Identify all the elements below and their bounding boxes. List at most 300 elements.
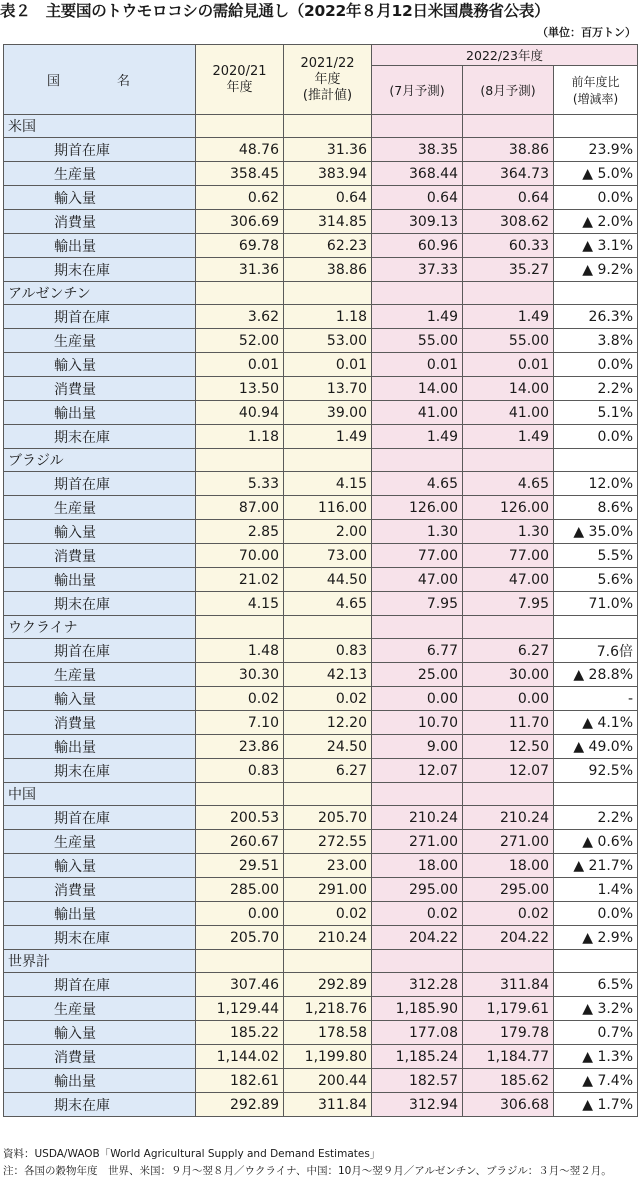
value-august-forecast: 306.68 <box>463 1093 554 1117</box>
value-2021-22: 1.18 <box>284 305 372 329</box>
value-2020-21: 87.00 <box>196 496 284 520</box>
row-label: 輸出量 <box>4 902 196 926</box>
table-row <box>4 711 638 735</box>
value-2021-22: 6.27 <box>284 759 372 783</box>
value-july-forecast: 177.08 <box>372 1021 463 1045</box>
value-july-forecast: 204.22 <box>372 926 463 950</box>
value-2021-22: 53.00 <box>284 329 372 353</box>
value-2020-21: 307.46 <box>196 973 284 997</box>
row-label: 消費量 <box>4 210 196 234</box>
table-row <box>4 234 638 258</box>
row-label: 消費量 <box>4 544 196 568</box>
row-label: 輸入量 <box>4 687 196 711</box>
value-july-forecast: 312.28 <box>372 973 463 997</box>
header-2021-22-line1: 2021/22 <box>300 55 355 71</box>
value-yoy-change: 0.7% <box>554 1021 638 1045</box>
value-july-forecast: 9.00 <box>372 735 463 759</box>
row-label: 期首在庫 <box>4 138 196 162</box>
value-yoy-change: - <box>554 687 638 711</box>
value-august-forecast: 0.02 <box>463 902 554 926</box>
value-2020-21: 21.02 <box>196 568 284 592</box>
value-august-forecast: 210.24 <box>463 806 554 830</box>
value-july-forecast: 368.44 <box>372 162 463 186</box>
country-name: 米国 <box>4 115 196 138</box>
value-july-forecast: 41.00 <box>372 401 463 425</box>
value-july-forecast: 210.24 <box>372 806 463 830</box>
value-2020-21: 2.85 <box>196 520 284 544</box>
country-name: 世界計 <box>4 950 196 973</box>
country-row-spacer <box>463 950 554 973</box>
header-2021-22-line2: 年度 <box>314 71 341 87</box>
country-row-spacer <box>372 449 463 472</box>
value-yoy-change: ▲ 7.4% <box>554 1069 638 1093</box>
country-row-spacer <box>554 115 638 138</box>
value-yoy-change: 12.0% <box>554 472 638 496</box>
value-july-forecast: 14.00 <box>372 377 463 401</box>
table-row <box>4 544 638 568</box>
value-2020-21: 0.83 <box>196 759 284 783</box>
table-row <box>4 973 638 997</box>
value-yoy-change: 8.6% <box>554 496 638 520</box>
country-row-spacer <box>463 282 554 305</box>
country-row-spacer <box>463 115 554 138</box>
value-2020-21: 70.00 <box>196 544 284 568</box>
table-row <box>4 663 638 687</box>
row-label: 生産量 <box>4 329 196 353</box>
table-row <box>4 854 638 878</box>
row-label: 輸入量 <box>4 854 196 878</box>
value-2020-21: 0.02 <box>196 687 284 711</box>
value-august-forecast: 47.00 <box>463 568 554 592</box>
table-row <box>4 401 638 425</box>
value-july-forecast: 37.33 <box>372 258 463 282</box>
country-row-spacer <box>284 449 372 472</box>
value-yoy-change: 0.0% <box>554 186 638 210</box>
country-row-spacer <box>463 616 554 639</box>
value-august-forecast: 271.00 <box>463 830 554 854</box>
table-row <box>4 759 638 783</box>
table-row <box>4 138 638 162</box>
value-2020-21: 285.00 <box>196 878 284 902</box>
value-yoy-change: 71.0% <box>554 592 638 616</box>
country-row <box>4 616 638 639</box>
value-yoy-change: ▲ 3.2% <box>554 997 638 1021</box>
value-yoy-change: 5.5% <box>554 544 638 568</box>
value-yoy-change: 92.5% <box>554 759 638 783</box>
value-2021-22: 0.01 <box>284 353 372 377</box>
header-2021-22-line3: (推計値) <box>302 87 353 103</box>
row-label: 期首在庫 <box>4 472 196 496</box>
supply-demand-table <box>3 44 638 1117</box>
value-july-forecast: 271.00 <box>372 830 463 854</box>
value-july-forecast: 0.01 <box>372 353 463 377</box>
value-2020-21: 358.45 <box>196 162 284 186</box>
value-2021-22: 1,218.76 <box>284 997 372 1021</box>
value-july-forecast: 7.95 <box>372 592 463 616</box>
value-july-forecast: 38.35 <box>372 138 463 162</box>
row-label: 生産量 <box>4 997 196 1021</box>
table-row <box>4 997 638 1021</box>
value-2021-22: 44.50 <box>284 568 372 592</box>
table-row <box>4 1045 638 1069</box>
value-2020-21: 205.70 <box>196 926 284 950</box>
value-2021-22: 12.20 <box>284 711 372 735</box>
table-row <box>4 472 638 496</box>
value-july-forecast: 1.30 <box>372 520 463 544</box>
value-2021-22: 31.36 <box>284 138 372 162</box>
value-august-forecast: 1.30 <box>463 520 554 544</box>
row-label: 期首在庫 <box>4 806 196 830</box>
row-label: 生産量 <box>4 830 196 854</box>
country-row-spacer <box>554 282 638 305</box>
table-row <box>4 926 638 950</box>
value-yoy-change: 7.6倍 <box>554 639 638 663</box>
value-2020-21: 48.76 <box>196 138 284 162</box>
country-row-spacer <box>196 449 284 472</box>
table-row <box>4 520 638 544</box>
table-row <box>4 186 638 210</box>
value-august-forecast: 12.07 <box>463 759 554 783</box>
value-august-forecast: 38.86 <box>463 138 554 162</box>
value-2020-21: 0.01 <box>196 353 284 377</box>
value-yoy-change: 23.9% <box>554 138 638 162</box>
table-row <box>4 687 638 711</box>
row-label: 消費量 <box>4 711 196 735</box>
value-2020-21: 7.10 <box>196 711 284 735</box>
value-yoy-change: ▲ 2.9% <box>554 926 638 950</box>
value-2020-21: 69.78 <box>196 234 284 258</box>
header-2020-21-line1: 2020/21 <box>212 63 267 79</box>
value-2021-22: 1,199.80 <box>284 1045 372 1069</box>
value-yoy-change: ▲ 4.1% <box>554 711 638 735</box>
value-2021-22: 0.02 <box>284 687 372 711</box>
value-yoy-change: 26.3% <box>554 305 638 329</box>
value-july-forecast: 25.00 <box>372 663 463 687</box>
value-2021-22: 314.85 <box>284 210 372 234</box>
value-yoy-change: ▲ 1.3% <box>554 1045 638 1069</box>
value-august-forecast: 12.50 <box>463 735 554 759</box>
country-row-spacer <box>463 783 554 806</box>
value-july-forecast: 60.96 <box>372 234 463 258</box>
value-yoy-change: ▲ 28.8% <box>554 663 638 687</box>
value-yoy-change: ▲ 3.1% <box>554 234 638 258</box>
value-2021-22: 38.86 <box>284 258 372 282</box>
table-row <box>4 639 638 663</box>
country-name: ウクライナ <box>4 616 196 639</box>
value-2021-22: 23.00 <box>284 854 372 878</box>
value-august-forecast: 204.22 <box>463 926 554 950</box>
table-row <box>4 1093 638 1117</box>
source-note: 資料：USDA/WAOB「World Agricultural Supply and Demand Estimates」 <box>3 1148 381 1160</box>
country-row-spacer <box>554 616 638 639</box>
value-2021-22: 0.02 <box>284 902 372 926</box>
value-2021-22: 39.00 <box>284 401 372 425</box>
value-yoy-change: ▲ 21.7% <box>554 854 638 878</box>
value-yoy-change: ▲ 49.0% <box>554 735 638 759</box>
value-2020-21: 5.33 <box>196 472 284 496</box>
row-label: 消費量 <box>4 878 196 902</box>
table-row <box>4 1069 638 1093</box>
value-2020-21: 0.62 <box>196 186 284 210</box>
value-yoy-change: 0.0% <box>554 902 638 926</box>
header-2022-23-group: 2022/23年度 <box>372 45 638 66</box>
value-yoy-change: 2.2% <box>554 806 638 830</box>
value-august-forecast: 185.62 <box>463 1069 554 1093</box>
row-label: 輸出量 <box>4 234 196 258</box>
row-label: 輸出量 <box>4 1069 196 1093</box>
header-2020-21 <box>196 45 284 115</box>
country-row <box>4 282 638 305</box>
value-2020-21: 1,144.02 <box>196 1045 284 1069</box>
header-july-forecast: (7月予測) <box>372 66 463 115</box>
table-row <box>4 162 638 186</box>
value-july-forecast: 0.64 <box>372 186 463 210</box>
value-2021-22: 24.50 <box>284 735 372 759</box>
row-label: 生産量 <box>4 496 196 520</box>
country-row-spacer <box>554 449 638 472</box>
value-august-forecast: 364.73 <box>463 162 554 186</box>
value-july-forecast: 1,185.90 <box>372 997 463 1021</box>
value-2021-22: 42.13 <box>284 663 372 687</box>
value-2021-22: 210.24 <box>284 926 372 950</box>
row-label: 期末在庫 <box>4 258 196 282</box>
table-row <box>4 305 638 329</box>
table-row <box>4 592 638 616</box>
value-july-forecast: 0.00 <box>372 687 463 711</box>
value-2021-22: 4.15 <box>284 472 372 496</box>
value-2020-21: 306.69 <box>196 210 284 234</box>
value-2020-21: 30.30 <box>196 663 284 687</box>
header-2021-22 <box>284 45 372 115</box>
country-name: 中国 <box>4 783 196 806</box>
row-label: 輸出量 <box>4 568 196 592</box>
value-2020-21: 0.00 <box>196 902 284 926</box>
value-august-forecast: 14.00 <box>463 377 554 401</box>
unit-note: （単位：百万トン） <box>537 26 636 39</box>
value-august-forecast: 0.64 <box>463 186 554 210</box>
value-july-forecast: 312.94 <box>372 1093 463 1117</box>
country-row-spacer <box>463 449 554 472</box>
row-label: 期首在庫 <box>4 305 196 329</box>
value-2020-21: 13.50 <box>196 377 284 401</box>
value-august-forecast: 0.00 <box>463 687 554 711</box>
value-yoy-change: 0.0% <box>554 353 638 377</box>
value-july-forecast: 12.07 <box>372 759 463 783</box>
country-row <box>4 783 638 806</box>
country-row-spacer <box>196 115 284 138</box>
value-august-forecast: 6.27 <box>463 639 554 663</box>
value-2020-21: 1.48 <box>196 639 284 663</box>
value-2021-22: 291.00 <box>284 878 372 902</box>
value-yoy-change: 6.5% <box>554 973 638 997</box>
country-name: アルゼンチン <box>4 282 196 305</box>
value-yoy-change: 3.8% <box>554 329 638 353</box>
country-row <box>4 449 638 472</box>
value-2021-22: 2.00 <box>284 520 372 544</box>
row-label: 期末在庫 <box>4 926 196 950</box>
country-row-spacer <box>196 616 284 639</box>
value-yoy-change: 1.4% <box>554 878 638 902</box>
value-yoy-change: 5.6% <box>554 568 638 592</box>
value-2020-21: 292.89 <box>196 1093 284 1117</box>
value-july-forecast: 55.00 <box>372 329 463 353</box>
value-yoy-change: 0.0% <box>554 425 638 449</box>
table-row <box>4 806 638 830</box>
row-label: 輸入量 <box>4 520 196 544</box>
value-2021-22: 1.49 <box>284 425 372 449</box>
value-2021-22: 200.44 <box>284 1069 372 1093</box>
value-july-forecast: 18.00 <box>372 854 463 878</box>
country-row-spacer <box>554 950 638 973</box>
row-label: 期末在庫 <box>4 425 196 449</box>
value-july-forecast: 1.49 <box>372 425 463 449</box>
value-august-forecast: 295.00 <box>463 878 554 902</box>
value-2021-22: 4.65 <box>284 592 372 616</box>
row-label: 生産量 <box>4 162 196 186</box>
value-2021-22: 0.64 <box>284 186 372 210</box>
value-august-forecast: 308.62 <box>463 210 554 234</box>
value-2021-22: 383.94 <box>284 162 372 186</box>
row-label: 輸入量 <box>4 186 196 210</box>
row-label: 消費量 <box>4 1045 196 1069</box>
value-july-forecast: 1.49 <box>372 305 463 329</box>
country-row <box>4 115 638 138</box>
value-2021-22: 205.70 <box>284 806 372 830</box>
value-august-forecast: 1.49 <box>463 425 554 449</box>
row-label: 期首在庫 <box>4 639 196 663</box>
value-august-forecast: 7.95 <box>463 592 554 616</box>
value-july-forecast: 309.13 <box>372 210 463 234</box>
country-row-spacer <box>284 282 372 305</box>
value-august-forecast: 18.00 <box>463 854 554 878</box>
table-row <box>4 210 638 234</box>
value-august-forecast: 126.00 <box>463 496 554 520</box>
country-row <box>4 950 638 973</box>
country-row-spacer <box>372 950 463 973</box>
table-row <box>4 568 638 592</box>
value-august-forecast: 55.00 <box>463 329 554 353</box>
value-2021-22: 178.58 <box>284 1021 372 1045</box>
country-row-spacer <box>284 616 372 639</box>
table-row <box>4 353 638 377</box>
value-2020-21: 4.15 <box>196 592 284 616</box>
table-row <box>4 258 638 282</box>
table-row <box>4 329 638 353</box>
row-label: 期末在庫 <box>4 592 196 616</box>
value-august-forecast: 1.49 <box>463 305 554 329</box>
table-row <box>4 1021 638 1045</box>
value-august-forecast: 311.84 <box>463 973 554 997</box>
row-label: 期末在庫 <box>4 759 196 783</box>
row-label: 輸出量 <box>4 401 196 425</box>
value-2020-21: 23.86 <box>196 735 284 759</box>
value-august-forecast: 1,184.77 <box>463 1045 554 1069</box>
table-row <box>4 830 638 854</box>
value-yoy-change: ▲ 5.0% <box>554 162 638 186</box>
row-label: 輸入量 <box>4 1021 196 1045</box>
row-label: 輸出量 <box>4 735 196 759</box>
value-august-forecast: 60.33 <box>463 234 554 258</box>
value-july-forecast: 77.00 <box>372 544 463 568</box>
country-row-spacer <box>372 783 463 806</box>
table-title: 表２ 主要国のトウモロコシの需給見通し（2022年８月12日米国農務省公表） <box>0 2 550 20</box>
country-row-spacer <box>372 616 463 639</box>
value-yoy-change: 5.1% <box>554 401 638 425</box>
header-2020-21-line2: 年度 <box>226 79 253 95</box>
value-july-forecast: 0.02 <box>372 902 463 926</box>
value-2020-21: 31.36 <box>196 258 284 282</box>
value-2020-21: 200.53 <box>196 806 284 830</box>
country-row-spacer <box>196 950 284 973</box>
country-name: ブラジル <box>4 449 196 472</box>
value-2021-22: 292.89 <box>284 973 372 997</box>
country-row-spacer <box>554 783 638 806</box>
value-yoy-change: ▲ 35.0% <box>554 520 638 544</box>
value-yoy-change: 2.2% <box>554 377 638 401</box>
table-body <box>4 115 638 1117</box>
value-august-forecast: 179.78 <box>463 1021 554 1045</box>
value-july-forecast: 1,185.24 <box>372 1045 463 1069</box>
value-2020-21: 3.62 <box>196 305 284 329</box>
value-july-forecast: 126.00 <box>372 496 463 520</box>
value-2020-21: 185.22 <box>196 1021 284 1045</box>
value-yoy-change: ▲ 1.7% <box>554 1093 638 1117</box>
value-2020-21: 29.51 <box>196 854 284 878</box>
country-row-spacer <box>196 783 284 806</box>
value-august-forecast: 30.00 <box>463 663 554 687</box>
value-2020-21: 260.67 <box>196 830 284 854</box>
value-august-forecast: 35.27 <box>463 258 554 282</box>
country-row-spacer <box>284 950 372 973</box>
table-row <box>4 735 638 759</box>
country-row-spacer <box>284 115 372 138</box>
table-row <box>4 496 638 520</box>
row-label: 期末在庫 <box>4 1093 196 1117</box>
header-august-forecast: (8月予測) <box>463 66 554 115</box>
country-row-spacer <box>196 282 284 305</box>
header-country: 国 名 <box>4 45 196 115</box>
table-row <box>4 902 638 926</box>
value-2021-22: 13.70 <box>284 377 372 401</box>
value-august-forecast: 0.01 <box>463 353 554 377</box>
value-august-forecast: 11.70 <box>463 711 554 735</box>
value-2020-21: 182.61 <box>196 1069 284 1093</box>
value-july-forecast: 295.00 <box>372 878 463 902</box>
row-label: 生産量 <box>4 663 196 687</box>
table-row <box>4 425 638 449</box>
header-yoy-change <box>554 66 638 115</box>
footnote: 注：各国の穀物年度 世界、米国：９月～翌８月／ウクライナ、中国：10月～翌９月／アルゼンチン、ブラジル：３月～翌２月。 <box>3 1165 612 1177</box>
header-yoy-line2: (増減率) <box>572 92 619 106</box>
value-2020-21: 40.94 <box>196 401 284 425</box>
row-label: 消費量 <box>4 377 196 401</box>
value-yoy-change: ▲ 2.0% <box>554 210 638 234</box>
value-2021-22: 311.84 <box>284 1093 372 1117</box>
header-row-1 <box>4 45 638 66</box>
value-july-forecast: 10.70 <box>372 711 463 735</box>
value-july-forecast: 6.77 <box>372 639 463 663</box>
value-july-forecast: 182.57 <box>372 1069 463 1093</box>
row-label: 輸入量 <box>4 353 196 377</box>
value-2021-22: 62.23 <box>284 234 372 258</box>
country-row-spacer <box>372 115 463 138</box>
value-2020-21: 1.18 <box>196 425 284 449</box>
value-2021-22: 272.55 <box>284 830 372 854</box>
value-2021-22: 116.00 <box>284 496 372 520</box>
row-label: 期首在庫 <box>4 973 196 997</box>
header-yoy-line1: 前年度比 <box>571 75 620 89</box>
value-august-forecast: 4.65 <box>463 472 554 496</box>
